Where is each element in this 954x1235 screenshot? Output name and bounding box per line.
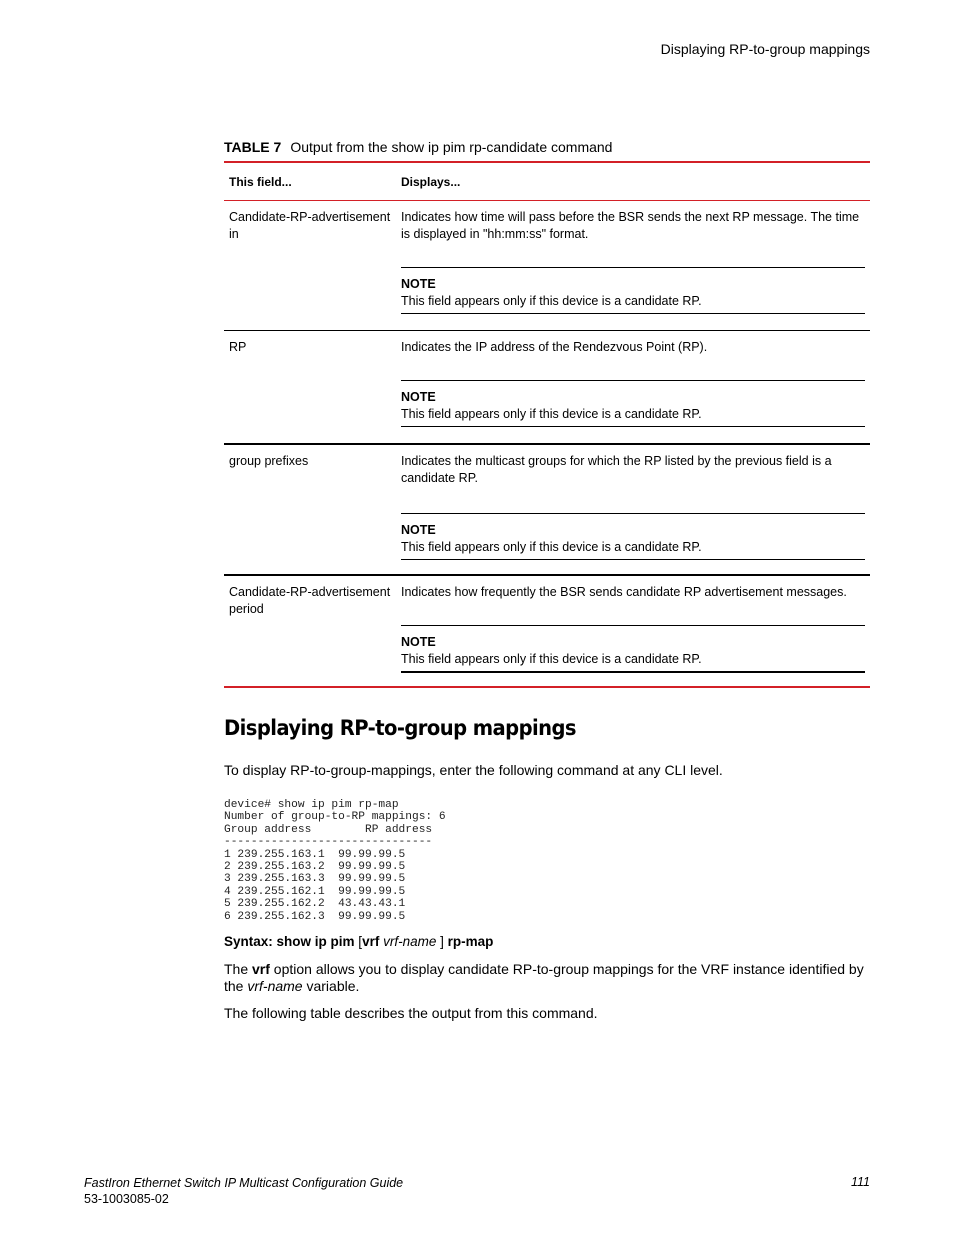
description-text: Indicates the multicast groups for which the RP listed by the previous field is a candidate RP. (401, 454, 832, 485)
output-table (224, 161, 870, 688)
cli-output-code: device# show ip pim rp-map Number of group-to-RP mappings: 6 Group address RP address ------------------------------- 1 239.255.163.1 99.99.99.5 2 239.255.163.2 99.99.99.5 3 239.255.163.3 99.99.99.5 4 239.255.162.1 99.99.99.5 5 239.255.162.2 43.43.43.1 6 239.255.162.3 99.99.99.5 (224, 799, 446, 923)
description-text: Indicates how frequently the BSR sends candidate RP advertisement messages. (401, 585, 847, 599)
vrf-para-keyword: vrf (252, 961, 270, 977)
table-cell-description (396, 201, 870, 330)
syntax-vrf-keyword: vrf (362, 934, 380, 949)
table-row (224, 201, 870, 330)
section-title: Displaying RP-to-group mappings (224, 716, 576, 740)
syntax-prefix: Syntax: show ip pim (224, 934, 355, 949)
note-text: This field appears only if this device is a candidate RP. (401, 652, 702, 666)
syntax-bracket-open: [ (358, 934, 363, 949)
note-text: This field appears only if this device is a candidate RP. (401, 540, 702, 554)
vrf-para-variable: vrf-name (247, 978, 303, 994)
table-cell-description (396, 576, 870, 686)
footer-doc-number: 53-1003085-02 (84, 1192, 169, 1206)
table-cell-field: RP (229, 340, 247, 354)
column-header-field: This field... (229, 175, 292, 189)
note-title: NOTE (401, 390, 436, 404)
table-cell-field: group prefixes (229, 454, 309, 468)
syntax-bracket-close: ] (440, 934, 444, 949)
table-cell-field: Candidate-RP-advertisement in (229, 210, 391, 241)
note-title: NOTE (401, 523, 436, 537)
footer-doc-title: FastIron Ethernet Switch IP Multicast Configuration Guide (84, 1176, 404, 1190)
description-text: Indicates how time will pass before the BSR sends the next RP message. The time is displayed in "hh:mm:ss" format. (401, 210, 860, 241)
note-box (401, 267, 865, 314)
footer-doc-info (84, 1175, 403, 1207)
table-header-row (224, 163, 870, 201)
syntax-suffix: rp-map (447, 934, 494, 949)
note-title: NOTE (401, 277, 436, 291)
note-text: This field appears only if this device is a candidate RP. (401, 407, 702, 421)
vrf-para-text-1: The (224, 961, 253, 977)
description-text: Indicates the IP address of the Rendezvous Point (RP). (401, 340, 708, 354)
note-title: NOTE (401, 635, 436, 649)
footer-page-number: 111 (850, 1175, 870, 1189)
table-caption-text: Output from the show ip pim rp-candidate command (290, 139, 613, 155)
note-box (401, 625, 865, 673)
intro-paragraph: To display RP-to-group-mappings, enter the following command at any CLI level. (224, 762, 723, 778)
vrf-para-text-3: variable. (302, 978, 360, 994)
note-box (401, 513, 865, 560)
note-box (401, 380, 865, 427)
syntax-line (224, 934, 493, 949)
closing-paragraph: The following table describes the output from this command. (224, 1005, 598, 1021)
table-row (224, 330, 870, 443)
table-caption (224, 139, 612, 155)
table-cell-description (396, 331, 870, 443)
column-header-displays: Displays... (401, 175, 461, 189)
note-text: This field appears only if this device is a candidate RP. (401, 294, 702, 308)
syntax-vrf-name: vrf-name (383, 934, 437, 949)
table-cell-description (396, 445, 870, 574)
running-header: Displaying RP-to-group mappings (660, 41, 870, 57)
table-row (224, 443, 870, 574)
table-row (224, 574, 870, 686)
vrf-paragraph (224, 961, 872, 995)
table-cell-field: Candidate-RP-advertisement period (229, 585, 391, 616)
table-caption-number: TABLE 7 (224, 139, 282, 155)
vrf-para-text-2: option allows you to display candidate RP-to-group mappings for the VRF instance identified by the (224, 961, 864, 994)
